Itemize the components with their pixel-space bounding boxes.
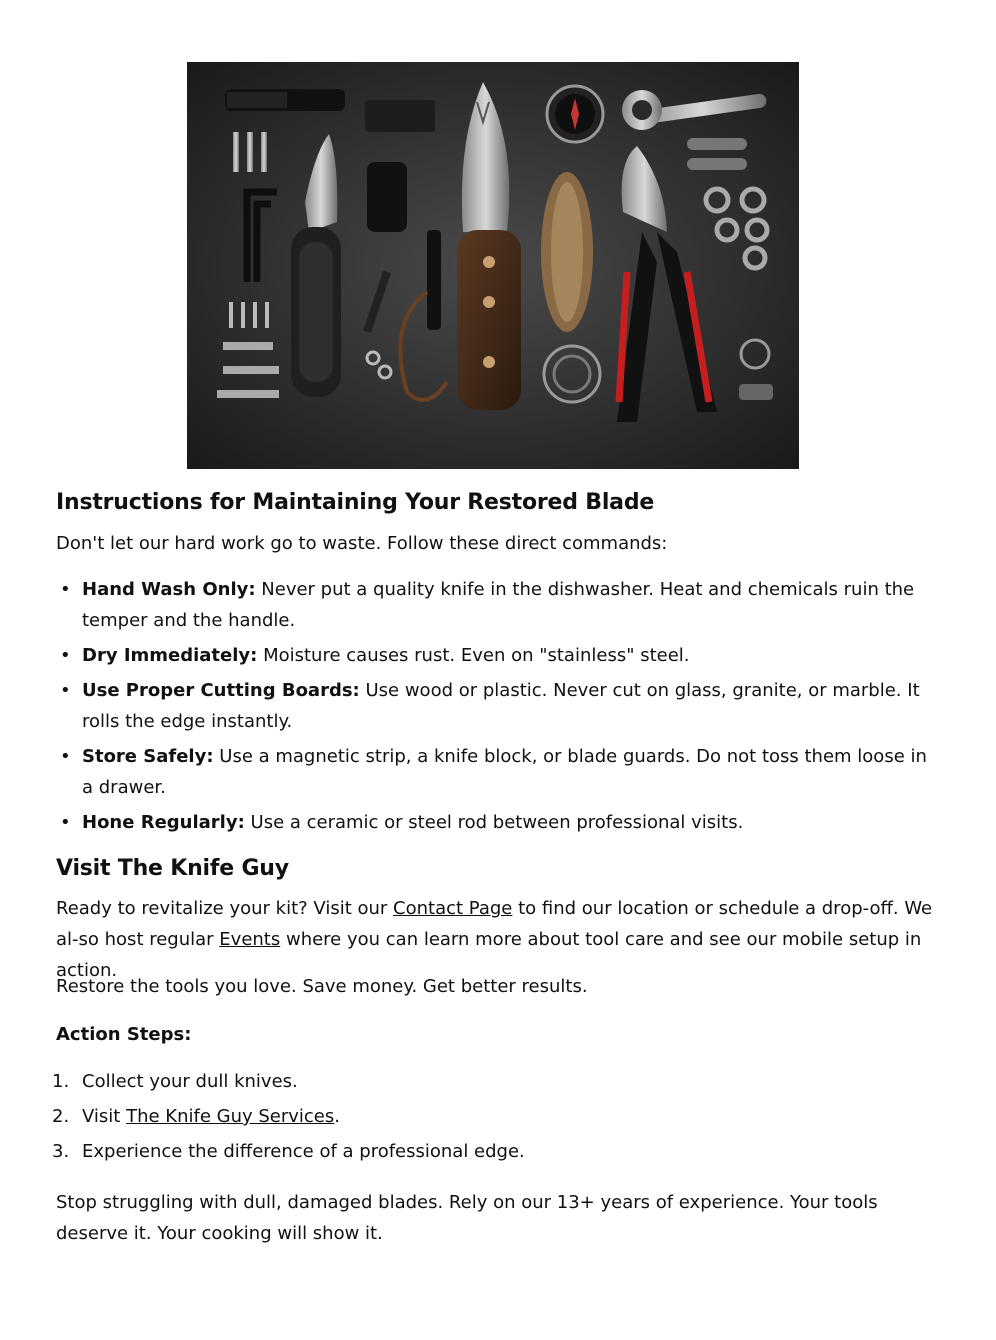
item-label: Dry Immediately:	[82, 645, 258, 666]
step-number: 1.	[52, 1071, 70, 1092]
item-text: Moisture causes rust. Even on "stainless" steel.	[257, 645, 690, 666]
step-text: Collect your dull knives.	[82, 1071, 298, 1092]
item-text: Never put a quality knife in the dishwasher. Heat and chemicals ruin the temper and the handle.	[82, 579, 915, 631]
item-text: Use a ceramic or steel rod between professional visits.	[244, 812, 744, 833]
contact-page-link[interactable]: Contact Page	[393, 898, 513, 919]
tagline: Restore the tools you love. Save money. Get better results.	[56, 976, 588, 997]
list-item	[52, 1101, 936, 1132]
item-label: Hone Regularly:	[82, 812, 245, 833]
list-item	[52, 1066, 936, 1097]
list-item	[56, 807, 936, 838]
step-number: 2.	[52, 1106, 70, 1127]
list-item	[56, 640, 936, 671]
action-label: Action Steps:	[56, 1024, 192, 1045]
visit-text-c: where you can learn more about tool care and see our mobile setup in action.	[56, 929, 922, 981]
events-link[interactable]: Events	[219, 929, 281, 950]
item-text: Use wood or plastic. Never cut on glass, granite, or marble. It rolls the edge instantly.	[82, 680, 920, 732]
step-text: Experience the difference of a professional edge.	[82, 1141, 525, 1162]
list-item	[56, 675, 936, 737]
action-steps-label	[56, 1019, 936, 1050]
list-item	[52, 1136, 936, 1167]
maintenance-list	[56, 574, 936, 842]
visit-text-b: to find our location or schedule a drop-off. We al-so host regular	[56, 898, 933, 950]
visit-text-a: Ready to revitalize your kit? Visit our	[56, 898, 394, 919]
hero-image	[187, 62, 799, 469]
maintenance-intro: Don't let our hard work go to waste. Follow these direct commands:	[56, 533, 668, 554]
item-label: Hand Wash Only:	[82, 579, 256, 600]
list-item	[56, 741, 936, 803]
item-text: Use a magnetic strip, a knife block, or blade guards. Do not toss them loose in a drawer.	[82, 746, 927, 798]
item-label: Use Proper Cutting Boards:	[82, 680, 360, 701]
knife-guy-services-link[interactable]: The Knife Guy Services	[126, 1106, 335, 1127]
list-item	[56, 574, 936, 636]
step-number: 3.	[52, 1141, 70, 1162]
maintenance-heading: Instructions for Maintaining Your Restored Blade	[56, 490, 655, 515]
closing-paragraph: Stop struggling with dull, damaged blades. Rely on our 13+ years of experience. Your tools deserve it. Your cooking will show it.	[56, 1192, 878, 1244]
step-text-end: .	[334, 1106, 340, 1127]
visit-heading: Visit The Knife Guy	[56, 856, 289, 881]
step-text: Visit	[82, 1106, 127, 1127]
knife-tools-flatlay-photo	[187, 62, 799, 469]
item-label: Store Safely:	[82, 746, 214, 767]
action-steps-list	[52, 1066, 936, 1171]
